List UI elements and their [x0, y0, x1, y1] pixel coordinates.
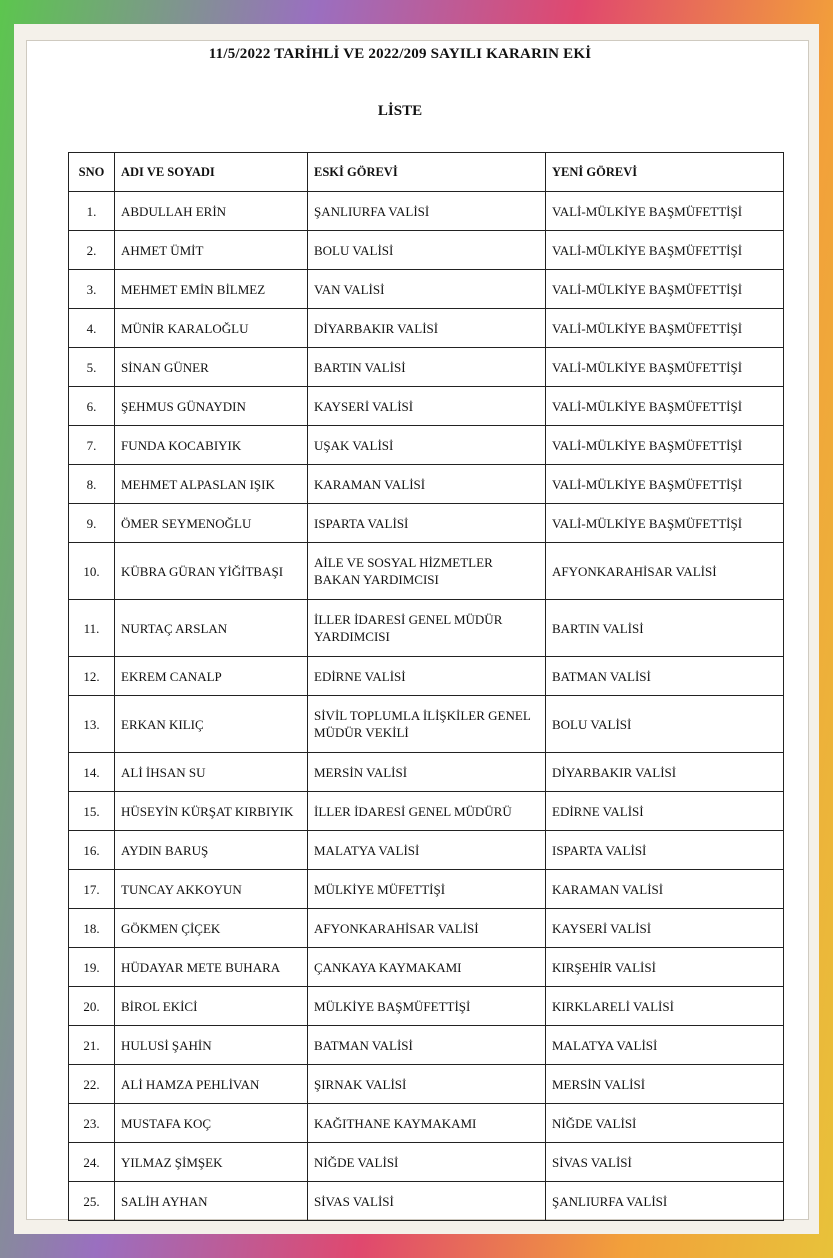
row-name: SİNAN GÜNER [115, 348, 308, 387]
row-sno: 15. [69, 792, 115, 831]
row-new-position: DİYARBAKIR VALİSİ [546, 753, 784, 792]
row-sno: 10. [69, 543, 115, 600]
table-row [69, 504, 784, 543]
row-new-position: BARTIN VALİSİ [546, 600, 784, 657]
row-sno: 18. [69, 909, 115, 948]
row-new-position: MALATYA VALİSİ [546, 1026, 784, 1065]
row-new-position: SİVAS VALİSİ [546, 1143, 784, 1182]
row-name: AYDIN BARUŞ [115, 831, 308, 870]
table-row [69, 465, 784, 504]
row-old-position: MALATYA VALİSİ [308, 831, 546, 870]
row-sno: 22. [69, 1065, 115, 1104]
row-sno: 5. [69, 348, 115, 387]
table-row [69, 792, 784, 831]
row-old-position: KAĞITHANE KAYMAKAMI [308, 1104, 546, 1143]
row-name: HÜSEYİN KÜRŞAT KIRBIYIK [115, 792, 308, 831]
row-old-position: NİĞDE VALİSİ [308, 1143, 546, 1182]
table-row [69, 948, 784, 987]
row-old-position: BARTIN VALİSİ [308, 348, 546, 387]
table-row [69, 1026, 784, 1065]
row-old-position: ÇANKAYA KAYMAKAMI [308, 948, 546, 987]
row-sno: 4. [69, 309, 115, 348]
row-new-position: MERSİN VALİSİ [546, 1065, 784, 1104]
row-old-position: MÜLKİYE BAŞMÜFETTİŞİ [308, 987, 546, 1026]
row-old-position: SİVİL TOPLUMLA İLİŞKİLER GENEL MÜDÜR VEKİLİ [308, 696, 546, 753]
row-sno: 17. [69, 870, 115, 909]
row-name: TUNCAY AKKOYUN [115, 870, 308, 909]
column-header-name: ADI VE SOYADI [115, 153, 308, 192]
row-new-position: VALİ-MÜLKİYE BAŞMÜFETTİŞİ [546, 387, 784, 426]
row-name: MEHMET ALPASLAN IŞIK [115, 465, 308, 504]
table-row [69, 753, 784, 792]
table-row [69, 348, 784, 387]
row-name: MUSTAFA KOÇ [115, 1104, 308, 1143]
row-new-position: VALİ-MÜLKİYE BAŞMÜFETTİŞİ [546, 309, 784, 348]
row-sno: 13. [69, 696, 115, 753]
document-title: 11/5/2022 TARİHLİ VE 2022/209 SAYILI KARARIN EKİ [208, 46, 592, 62]
document-subtitle: LİSTE [377, 103, 423, 119]
row-old-position: DİYARBAKIR VALİSİ [308, 309, 546, 348]
row-old-position: MÜLKİYE MÜFETTİŞİ [308, 870, 546, 909]
row-new-position: ISPARTA VALİSİ [546, 831, 784, 870]
row-name: FUNDA KOCABIYIK [115, 426, 308, 465]
row-name: ALİ HAMZA PEHLİVAN [115, 1065, 308, 1104]
table-row [69, 987, 784, 1026]
table-row [69, 543, 784, 600]
row-name: KÜBRA GÜRAN YİĞİTBAŞI [115, 543, 308, 600]
row-sno: 8. [69, 465, 115, 504]
table-row [69, 1143, 784, 1182]
row-old-position: EDİRNE VALİSİ [308, 657, 546, 696]
row-old-position: KARAMAN VALİSİ [308, 465, 546, 504]
table-row [69, 657, 784, 696]
table-row [69, 831, 784, 870]
row-sno: 16. [69, 831, 115, 870]
row-name: MEHMET EMİN BİLMEZ [115, 270, 308, 309]
row-name: EKREM CANALP [115, 657, 308, 696]
row-new-position: VALİ-MÜLKİYE BAŞMÜFETTİŞİ [546, 231, 784, 270]
row-name: ALİ İHSAN SU [115, 753, 308, 792]
table-row [69, 909, 784, 948]
row-name: ERKAN KILIÇ [115, 696, 308, 753]
row-new-position: VALİ-MÜLKİYE BAŞMÜFETTİŞİ [546, 504, 784, 543]
row-name: GÖKMEN ÇİÇEK [115, 909, 308, 948]
row-old-position: ISPARTA VALİSİ [308, 504, 546, 543]
row-old-position: AİLE VE SOSYAL HİZMETLER BAKAN YARDIMCISI [308, 543, 546, 600]
row-old-position: SİVAS VALİSİ [308, 1182, 546, 1221]
row-old-position: VAN VALİSİ [308, 270, 546, 309]
table-row [69, 192, 784, 231]
row-name: YILMAZ ŞİMŞEK [115, 1143, 308, 1182]
table-row [69, 696, 784, 753]
row-sno: 3. [69, 270, 115, 309]
column-header-old-position: ESKİ GÖREVİ [308, 153, 546, 192]
row-sno: 14. [69, 753, 115, 792]
row-name: ÖMER SEYMENOĞLU [115, 504, 308, 543]
table-row [69, 600, 784, 657]
row-old-position: ŞIRNAK VALİSİ [308, 1065, 546, 1104]
table-row [69, 231, 784, 270]
row-name: NURTAÇ ARSLAN [115, 600, 308, 657]
row-old-position: ŞANLIURFA VALİSİ [308, 192, 546, 231]
table-row [69, 1182, 784, 1221]
row-sno: 19. [69, 948, 115, 987]
row-sno: 24. [69, 1143, 115, 1182]
column-header-sno: SNO [69, 153, 115, 192]
row-sno: 7. [69, 426, 115, 465]
row-name: HÜDAYAR METE BUHARA [115, 948, 308, 987]
table-row [69, 1065, 784, 1104]
row-new-position: VALİ-MÜLKİYE BAŞMÜFETTİŞİ [546, 426, 784, 465]
row-sno: 2. [69, 231, 115, 270]
row-sno: 20. [69, 987, 115, 1026]
row-name: ABDULLAH ERİN [115, 192, 308, 231]
table-row [69, 309, 784, 348]
row-new-position: KARAMAN VALİSİ [546, 870, 784, 909]
row-sno: 12. [69, 657, 115, 696]
row-sno: 11. [69, 600, 115, 657]
row-old-position: AFYONKARAHİSAR VALİSİ [308, 909, 546, 948]
row-old-position: UŞAK VALİSİ [308, 426, 546, 465]
row-old-position: MERSİN VALİSİ [308, 753, 546, 792]
table-row [69, 870, 784, 909]
row-sno: 23. [69, 1104, 115, 1143]
row-sno: 1. [69, 192, 115, 231]
row-new-position: BOLU VALİSİ [546, 696, 784, 753]
row-sno: 9. [69, 504, 115, 543]
row-new-position: VALİ-MÜLKİYE BAŞMÜFETTİŞİ [546, 348, 784, 387]
row-old-position: KAYSERİ VALİSİ [308, 387, 546, 426]
row-new-position: KIRŞEHİR VALİSİ [546, 948, 784, 987]
row-new-position: BATMAN VALİSİ [546, 657, 784, 696]
row-name: ŞEHMUS GÜNAYDIN [115, 387, 308, 426]
row-old-position: İLLER İDARESİ GENEL MÜDÜRÜ [308, 792, 546, 831]
row-sno: 25. [69, 1182, 115, 1221]
table-header-row [69, 153, 784, 192]
row-name: AHMET ÜMİT [115, 231, 308, 270]
row-new-position: ŞANLIURFA VALİSİ [546, 1182, 784, 1221]
row-new-position: VALİ-MÜLKİYE BAŞMÜFETTİŞİ [546, 270, 784, 309]
row-old-position: İLLER İDARESİ GENEL MÜDÜR YARDIMCISI [308, 600, 546, 657]
table-body [69, 192, 784, 1221]
appointments-table [68, 152, 784, 1221]
table-row [69, 270, 784, 309]
row-new-position: NİĞDE VALİSİ [546, 1104, 784, 1143]
table-row [69, 387, 784, 426]
row-new-position: KAYSERİ VALİSİ [546, 909, 784, 948]
row-old-position: BATMAN VALİSİ [308, 1026, 546, 1065]
table-row [69, 426, 784, 465]
row-sno: 6. [69, 387, 115, 426]
row-name: HULUSİ ŞAHİN [115, 1026, 308, 1065]
row-new-position: VALİ-MÜLKİYE BAŞMÜFETTİŞİ [546, 465, 784, 504]
row-name: SALİH AYHAN [115, 1182, 308, 1221]
row-sno: 21. [69, 1026, 115, 1065]
row-name: BİROL EKİCİ [115, 987, 308, 1026]
row-new-position: EDİRNE VALİSİ [546, 792, 784, 831]
table-row [69, 1104, 784, 1143]
row-new-position: AFYONKARAHİSAR VALİSİ [546, 543, 784, 600]
row-new-position: KIRKLARELİ VALİSİ [546, 987, 784, 1026]
row-new-position: VALİ-MÜLKİYE BAŞMÜFETTİŞİ [546, 192, 784, 231]
row-name: MÜNİR KARALOĞLU [115, 309, 308, 348]
column-header-new-position: YENİ GÖREVİ [546, 153, 784, 192]
row-old-position: BOLU VALİSİ [308, 231, 546, 270]
